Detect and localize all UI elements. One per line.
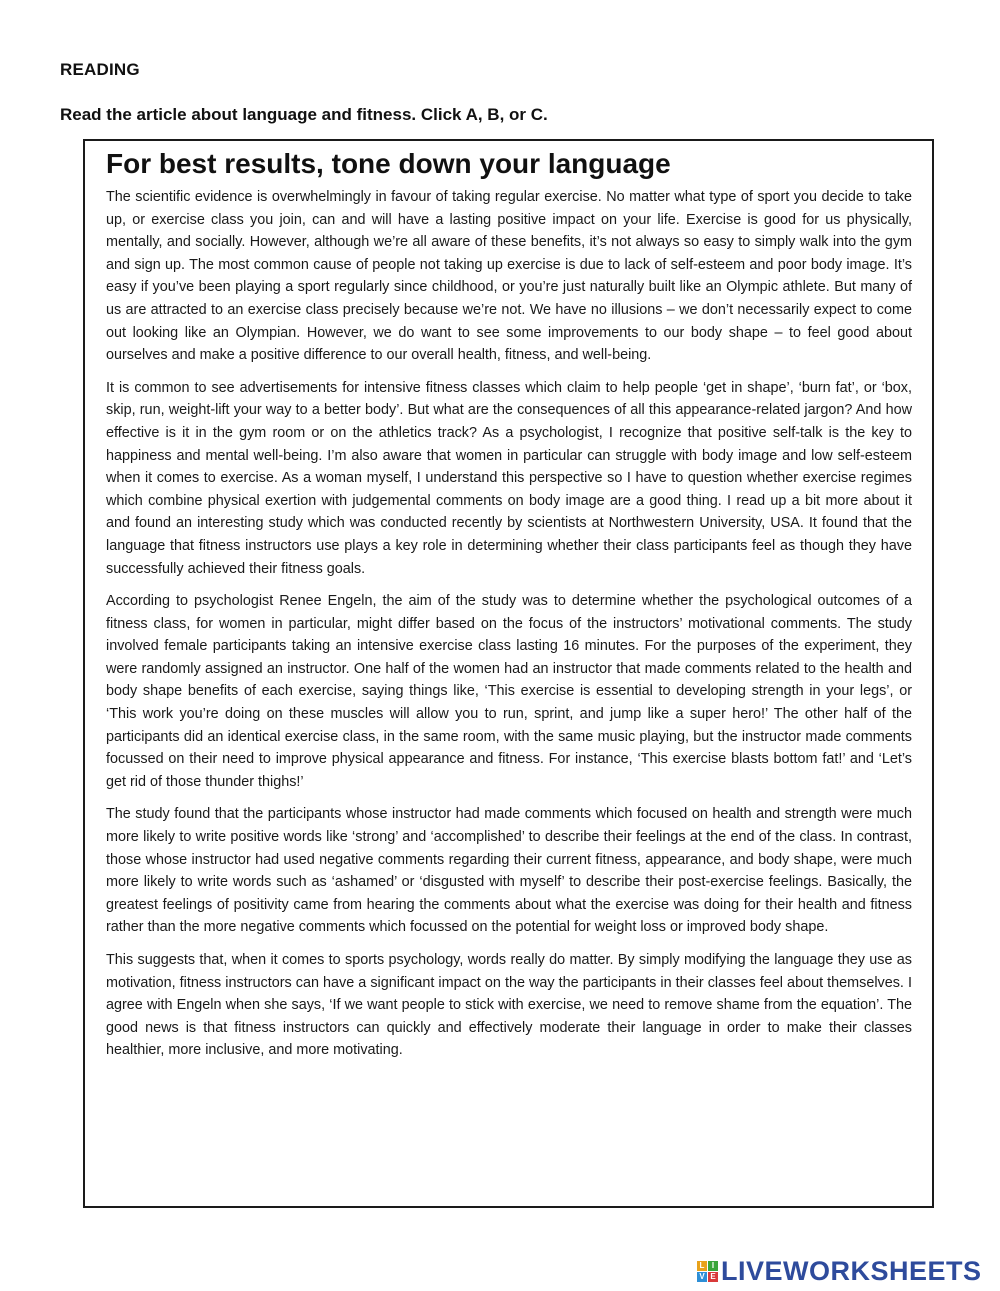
- logo-mark-letter-3: V: [697, 1272, 707, 1282]
- section-label: READING: [60, 60, 140, 79]
- logo-mark-letter-2: I: [708, 1261, 718, 1271]
- article-title: For best results, tone down your language: [106, 148, 671, 179]
- logo-mark-letter-1: L: [697, 1261, 707, 1271]
- liveworksheets-logo: [697, 1254, 982, 1288]
- logo-mark-icon: [697, 1261, 718, 1282]
- article-paragraph-3: According to psychologist Renee Engeln, the aim of the study was to determine whether the psychological outcomes of a fitness class, for women in particular, might differ based on the focus of the instructors’ motivational comments. The study involved female participants taking an intensive exercise class lasting 16 minutes. For the purposes of the experiment, they were randomly assigned an instructor. One half of the women had an instructor that made comments related to the health and body shape benefits of each exercise, saying things like, ‘This exercise is essential to developing strength in your legs’, or ‘This work you’re doing on these muscles will allow you to run, sprint, and jump like a super hero!’ The other half of the participants did an identical exercise class, in the same room, with the same music playing, but the instructor made comments focussed on their need to improve physical appearance and fitness. For instance, ‘This exercise blasts bottom fat!’ and ‘Let’s get rid of those thunder thighs!’: [106, 593, 912, 790]
- article-paragraph-4: The study found that the participants whose instructor had made comments which focused on health and strength were much more likely to write positive words like ‘strong’ and ‘accomplished’ to describe their feelings at the end of the class. In contrast, those whose instructor had used negative comments regarding their current fitness, appearance, and body shape, were much more likely to write words such as ‘ashamed’ or ‘disgusted with myself’ to describe their post-exercise feelings. Basically, the greatest feelings of positivity came from hearing the comments about what the exercise was doing for their health and fitness rather than the more negative comments which focussed on the potential for weight loss or improved body shape.: [106, 806, 912, 936]
- logo-text: LIVEWORKSHEETS: [721, 1255, 982, 1286]
- instructions: Read the article about language and fitness. Click A, B, or C.: [60, 105, 548, 124]
- article-box: [83, 139, 934, 1208]
- article-paragraph-5: This suggests that, when it comes to sports psychology, words really do matter. By simply modifying the language they use as motivation, fitness instructors can have a significant impact on the way the participants in their classes feel about themselves. I agree with Engeln when she says, ‘If we want people to stick with exercise, we need to remove shame from the equation’. The good news is that fitness instructors can quickly and effectively moderate their language in order to make their classes healthier, more inclusive, and more motivating.: [106, 952, 912, 1059]
- logo-mark-letter-4: E: [708, 1272, 718, 1282]
- article-paragraph-2: It is common to see advertisements for intensive fitness classes which claim to help people ‘get in shape’, ‘burn fat’, or ‘box, skip, run, weight-lift your way to a better body’. But what are the consequences of all this appearance-related jargon? And how effective is it in the gym room or on the athletics track? As a psychologist, I recognize that positive self-talk is the key to happiness and mental well-being. I’m also aware that women in particular can struggle with body image and low self-esteem when it comes to exercise. As a woman myself, I understand this perspective so I have to question whether exercise regimes which combine physical exertion with judgemental comments on body image are a good thing. I read up a bit more about it and found an interesting study which was conducted recently by scientists at Northwestern University, USA. It found that the language that fitness instructors use plays a key role in determining whether their class participants feel as though they have successfully achieved their fitness goals.: [106, 379, 912, 577]
- article-paragraph-1: The scientific evidence is overwhelmingly in favour of taking regular exercise. No matter what type of sport you decide to take up, or exercise class you join, can and will have a lasting positive impact on your life. Exercise is good for us physically, mentally, and socially. However, although we’re all aware of these benefits, it’s not always so easy to simply walk into the gym and sign up. The most common cause of people not taking up exercise is due to lack of self-esteem and poor body image. It’s easy if you’ve been playing a sport regularly since childhood, or you’re just naturally built like an Olympic athlete. But many of us are attracted to an exercise class precisely because we’re not. We have no illusions – we don’t necessarily expect to come out looking like an Olympian. However, we do want to see some improvements to our body shape – to feel good about ourselves and make a positive difference to our overall health, fitness, and well-being.: [106, 189, 912, 364]
